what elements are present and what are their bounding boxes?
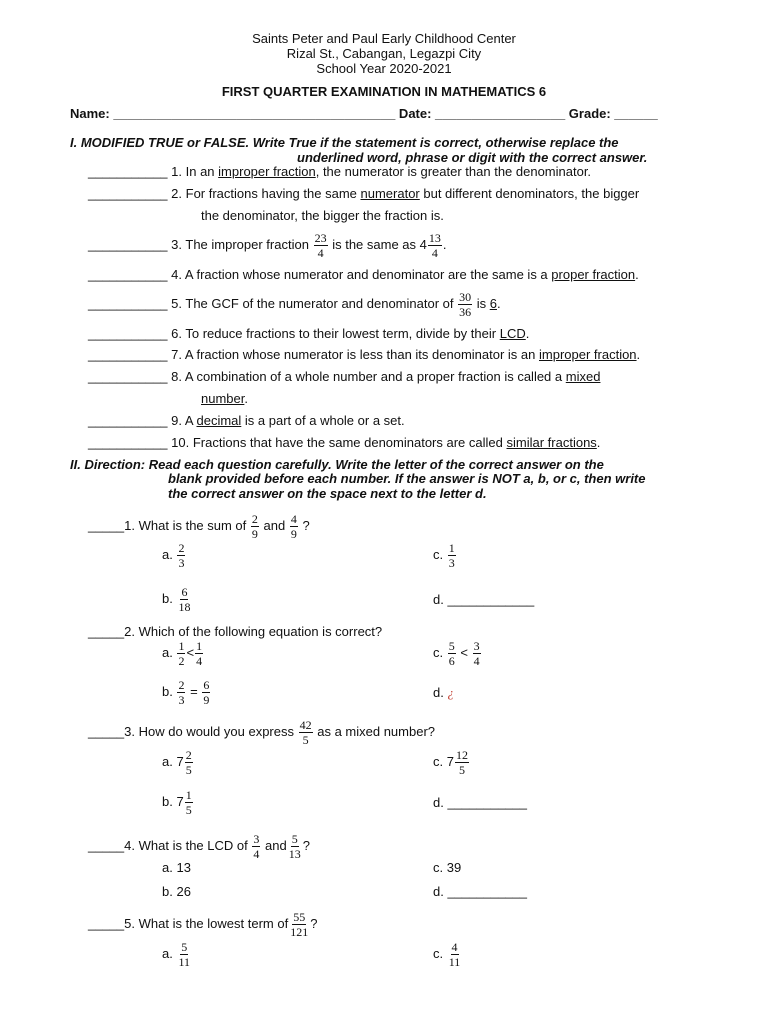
answer-blank[interactable]: ___________ xyxy=(88,326,168,341)
underlined-term: mixed xyxy=(565,369,601,384)
underlined-term: LCD xyxy=(499,326,526,341)
underlined-term: improper fraction xyxy=(539,347,637,362)
answer-blank[interactable]: _____ xyxy=(88,724,125,739)
school-year: School Year 2020-2021 xyxy=(316,61,452,76)
tf-item-6: ___________ 6. To reduce fractions to their lowest term, divide by their LCD. xyxy=(88,326,530,341)
underlined-term: numerator xyxy=(360,186,420,201)
section-2-heading: II. Direction: Read each question carefully. Write the letter of the correct answer on the xyxy=(70,457,604,472)
answer-blank: ___________ xyxy=(447,884,527,899)
choice-5c[interactable]: c. $\frac{4}{11}$ xyxy=(433,940,461,970)
choice-4b[interactable]: b. 26 xyxy=(162,884,191,899)
underlined-term: number xyxy=(201,391,245,406)
fraction: $\frac{2}{3}$ xyxy=(178,541,185,571)
underlined-term: similar fractions xyxy=(506,435,597,450)
choice-2d[interactable]: d. ¿ xyxy=(433,685,454,700)
tf-item-4: ___________ 4. A fraction whose numerator and denominator are the same is a proper fraction. xyxy=(88,267,639,282)
tf-item-8: ___________ 8. A combination of a whole number and a proper fraction is called a mixed xyxy=(88,369,601,384)
tf-item-7: ___________ 7. A fraction whose numerator is less than its denominator is an improper fraction. xyxy=(88,347,641,362)
section-1-heading: I. MODIFIED TRUE or FALSE. Write True if the statement is correct, otherwise replace the xyxy=(70,135,619,150)
answer-blank[interactable]: ___________ xyxy=(88,237,168,252)
tf-item-5: ___________ 5. The GCF of the numerator and denominator of $\frac{30}{36}$ is 6. xyxy=(88,290,501,320)
tf-item-9: ___________ 9. A decimal is a part of a whole or a set. xyxy=(88,413,405,428)
section-2-heading-cont-2: the correct answer on the space next to the letter d. xyxy=(168,486,487,501)
choice-5a[interactable]: a. $\frac{5}{11}$ xyxy=(162,940,191,970)
underlined-term: improper fraction xyxy=(218,164,316,179)
fraction: $\frac{2}{9}$ xyxy=(251,512,258,542)
fraction-13-4: $\frac{13}{4}$ xyxy=(428,231,441,261)
choice-2a[interactable]: a. $\frac{1}{2}$ < $\frac{1}{4}$ xyxy=(162,639,203,669)
tf-item-1: ___________ 1. In an improper fraction, the numerator is greater than the denominator. xyxy=(88,164,592,179)
mc-question-1: _____1. What is the sum of $\frac{2}{9}$ and $\frac{4}{9}$ ? xyxy=(88,512,310,542)
placeholder-glyph: ¿ xyxy=(447,685,454,700)
name-date-grade-line[interactable]: Name: _______________________________________ Date: __________________ Grade: ______ xyxy=(70,106,658,121)
mc-question-3: _____3. How do would you express $\frac{42}{5}$ as a mixed number? xyxy=(88,718,436,748)
mc-question-5: _____5. What is the lowest term of $\frac{55}{121}$ ? xyxy=(88,910,318,940)
choice-4d[interactable]: d. ___________ xyxy=(433,884,527,899)
choice-3d[interactable]: d. ___________ xyxy=(433,795,527,810)
tf-item-2: ___________ 2. For fractions having the same numerator but different denominators, the bigger xyxy=(88,186,640,201)
fraction: $\frac{4}{9}$ xyxy=(290,512,297,542)
tf-item-8-cont: number. xyxy=(201,391,248,406)
answer-blank[interactable]: ___________ xyxy=(88,369,168,384)
mc-question-4: _____4. What is the LCD of $\frac{3}{4}$ and $\frac{5}{13}$ ? xyxy=(88,832,310,862)
choice-4c[interactable]: c. 39 xyxy=(433,860,462,875)
answer-blank[interactable]: ___________ xyxy=(88,347,168,362)
answer-blank[interactable]: _____ xyxy=(88,624,125,639)
section-1-heading-cont: underlined word, phrase or digit with the correct answer. xyxy=(297,150,648,165)
fraction-23-4: $\frac{23}{4}$ xyxy=(314,231,327,261)
mc-question-2: _____2. Which of the following equation is correct? xyxy=(88,624,383,639)
choice-1b[interactable]: b. $\frac{6}{18}$ xyxy=(162,585,191,615)
choice-1d[interactable]: d. ____________ xyxy=(433,592,535,607)
exam-title: FIRST QUARTER EXAMINATION IN MATHEMATICS 6 xyxy=(221,84,547,99)
answer-blank[interactable]: ___________ xyxy=(88,164,168,179)
school-name: Saints Peter and Paul Early Childhood Center xyxy=(252,31,516,46)
choice-4a[interactable]: a. 13 xyxy=(162,860,191,875)
section-2-heading-cont: blank provided before each number. If the answer is NOT a, b, or c, then write xyxy=(168,471,646,486)
answer-blank[interactable]: _____ xyxy=(88,916,125,931)
fraction-30-36: $\frac{30}{36}$ xyxy=(459,290,472,320)
choice-1c[interactable]: c. $\frac{1}{3}$ xyxy=(433,541,455,571)
choice-3c[interactable]: c. 7 $\frac{12}{5}$ xyxy=(433,748,468,778)
tf-item-3: ___________ 3. The improper fraction $\frac{23}{4}$ is the same as 4 $\frac{13}{4}$ . xyxy=(88,231,447,261)
choice-3a[interactable]: a. 7 $\frac{2}{5}$ xyxy=(162,748,192,778)
tf-item-2-cont: the denominator, the bigger the fraction is. xyxy=(201,208,444,223)
underlined-term: proper fraction xyxy=(551,267,636,282)
fraction: $\frac{1}{3}$ xyxy=(448,541,455,571)
answer-blank[interactable]: ___________ xyxy=(88,413,168,428)
answer-blank[interactable]: ___________ xyxy=(88,186,168,201)
choice-3b[interactable]: b. 7 $\frac{1}{5}$ xyxy=(162,788,192,818)
school-address: Rizal St., Cabangan, Legazpi City xyxy=(286,46,482,61)
choice-1a[interactable]: a. $\frac{2}{3}$ xyxy=(162,541,185,571)
answer-blank[interactable]: ___________ xyxy=(88,435,168,450)
answer-blank[interactable]: _____ xyxy=(88,838,125,853)
answer-blank: ___________ xyxy=(447,795,527,810)
choice-2b[interactable]: b. $\frac{2}{3}$ = $\frac{6}{9}$ xyxy=(162,678,210,708)
underlined-term: 6 xyxy=(489,296,497,311)
answer-blank[interactable]: ___________ xyxy=(88,296,168,311)
underlined-term: decimal xyxy=(196,413,242,428)
answer-blank[interactable]: ___________ xyxy=(88,267,168,282)
fraction: $\frac{42}{5}$ xyxy=(299,718,312,748)
tf-item-10: ___________ 10. Fractions that have the same denominators are called similar fractions. xyxy=(88,435,601,450)
fraction: $\frac{6}{18}$ xyxy=(178,585,191,615)
answer-blank[interactable]: _____ xyxy=(88,518,125,533)
choice-2c[interactable]: c. $\frac{5}{6}$ < $\frac{3}{4}$ xyxy=(433,639,480,669)
answer-blank: ____________ xyxy=(447,592,535,607)
